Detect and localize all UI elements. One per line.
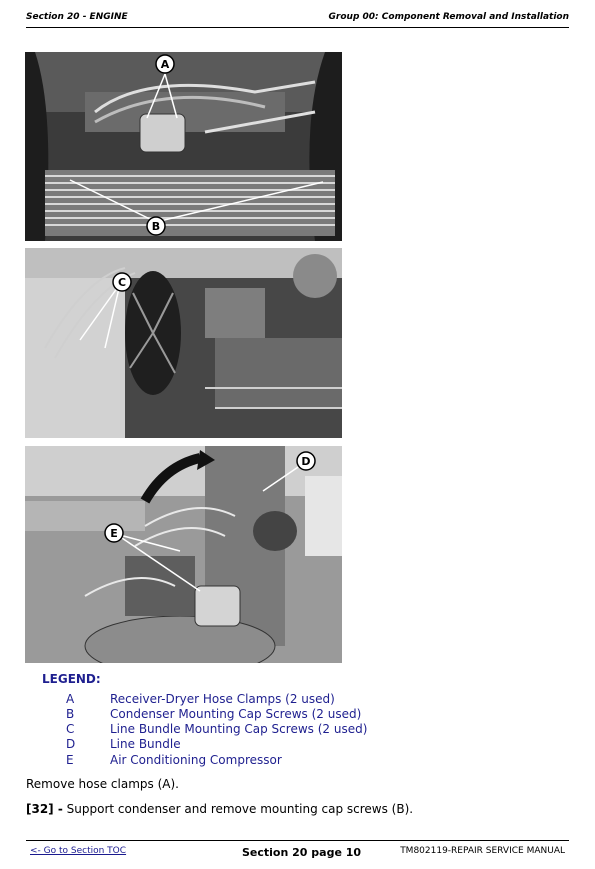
instruction-remove-hose-clamps: Remove hose clamps (A). xyxy=(26,777,179,791)
legend-label: Line Bundle Mounting Cap Screws (2 used) xyxy=(110,722,368,736)
header-divider xyxy=(26,27,569,28)
manual-id: TM802119-REPAIR SERVICE MANUAL xyxy=(400,846,565,856)
instruction-step-32 xyxy=(26,802,413,816)
callout-e xyxy=(105,524,123,542)
svg-text:C: C xyxy=(117,276,127,289)
legend-title: LEGEND: xyxy=(42,672,101,686)
group-title: Group 00: Component Removal and Installation xyxy=(328,12,569,22)
legend-key: B xyxy=(66,707,75,721)
section-toc-link[interactable]: <- Go to Section TOC xyxy=(30,846,127,856)
legend-label: Air Conditioning Compressor xyxy=(110,753,282,767)
legend-label: Condenser Mounting Cap Screws (2 used) xyxy=(110,707,362,721)
legend-key: C xyxy=(66,722,75,736)
photo-compressor xyxy=(25,446,342,663)
callout-a xyxy=(156,55,174,73)
footer-divider xyxy=(26,840,569,841)
svg-text:E: E xyxy=(110,527,118,540)
legend-label: Receiver-Dryer Hose Clamps (2 used) xyxy=(110,692,335,706)
step-text: Support condenser and remove mounting cap screws (B). xyxy=(62,802,414,816)
legend-key: D xyxy=(66,737,76,751)
callout-b xyxy=(147,217,165,235)
svg-text:B: B xyxy=(151,220,161,233)
svg-text:D: D xyxy=(301,455,311,468)
legend-label: Line Bundle xyxy=(110,737,181,751)
page-number: Section 20 page 10 xyxy=(242,846,362,859)
section-title: Section 20 - ENGINE xyxy=(26,12,128,22)
step-number: [32] - xyxy=(26,802,63,816)
callout-d xyxy=(297,452,315,470)
svg-text:A: A xyxy=(160,58,170,71)
legend-key: A xyxy=(66,692,75,706)
photo-receiver-dryer xyxy=(25,52,342,241)
photo-line-bundle xyxy=(25,248,342,438)
legend-key: E xyxy=(66,753,74,767)
callout-c xyxy=(113,273,131,291)
